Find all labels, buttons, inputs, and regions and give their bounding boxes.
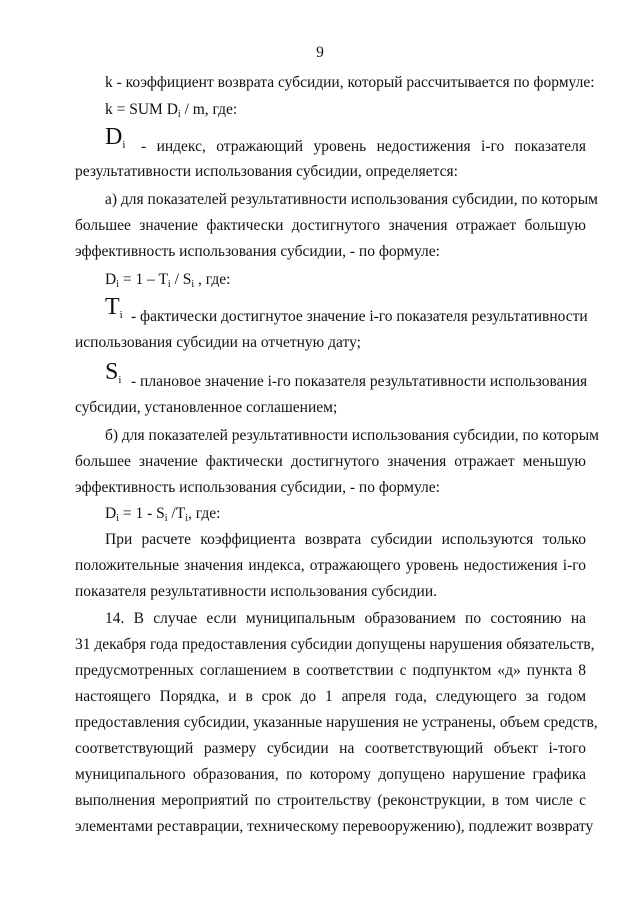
- k-formula: k = SUM $D_i$ / m, где:: [105, 101, 238, 120]
- item14-line: 14. В случае если муниципальным образованием по состоянию на: [105, 610, 586, 627]
- item14-line: предусмотренных соглашением в соответствии с подпунктом «д» пункта 8: [75, 662, 586, 679]
- di-symbol: $D_i$: [105, 124, 126, 151]
- item14-line: элементами реставрации, техническому перевооружению), подлежит возврату: [75, 818, 594, 835]
- item14-line: соответствующий размеру субсидии на соответствующий объект i-того: [75, 740, 586, 757]
- case-a-line: а) для показателей результативности использования субсидии, по которым: [105, 191, 598, 208]
- ti-definition-line: использования субсидии на отчетную дату;: [75, 334, 361, 351]
- case-b-line: большее значение фактически достигнутого значения отражает меньшую: [75, 453, 586, 470]
- note-line: При расчете коэффициента возврата субсидии используются только: [105, 531, 586, 548]
- case-b-line: эффективность использования субсидии, - по формуле:: [75, 479, 440, 496]
- si-definition-line: - плановое значение i-го показателя результативности использования: [131, 373, 588, 390]
- item14-line: муниципального образования, по которому допущено нарушение графика: [75, 766, 586, 783]
- di-definition-line: результативности использования субсидии, определяется:: [75, 163, 458, 180]
- formula-a: $D_i = 1 - T_i / S_i$ , где:: [105, 271, 231, 290]
- item14-line: предоставления субсидии, указанные нарушения не устранены, объем средств,: [75, 714, 598, 731]
- case-a-line: эффективность использования субсидии, - по формуле:: [75, 243, 440, 260]
- di-definition-line: - индекс, отражающий уровень недостижения i-го показателя: [141, 138, 586, 155]
- ti-definition-line: - фактически достигнутое значение i-го показателя результативности: [131, 308, 588, 325]
- page-number: 9: [316, 44, 324, 61]
- case-a-line: большее значение фактически достигнутого значения отражает большую: [75, 217, 586, 234]
- case-b-line: б) для показателей результативности использования субсидии, по которым: [105, 427, 599, 444]
- si-symbol: $S_i$: [105, 359, 122, 386]
- note-line: показателя результативности использования субсидии.: [75, 583, 438, 600]
- k-definition: k - коэффициент возврата субсидии, который рассчитывается по формуле:: [105, 74, 595, 91]
- formula-b: $D_i = 1 - S_i$ $/T_i$, где:: [105, 505, 221, 524]
- note-line: положительные значения индекса, отражающего уровень недостижения i-го: [75, 557, 586, 574]
- si-definition-line: субсидии, установленное соглашением;: [75, 399, 338, 416]
- item14-line: настоящего Порядка, и в срок до 1 апреля года, следующего за годом: [75, 688, 586, 705]
- ti-symbol: $T_i$: [105, 294, 123, 321]
- item14-line: 31 декабря года предоставления субсидии допущены нарушения обязательств,: [75, 636, 595, 653]
- item14-line: выполнения мероприятий по строительству (реконструкции, в том числе с: [75, 792, 586, 809]
